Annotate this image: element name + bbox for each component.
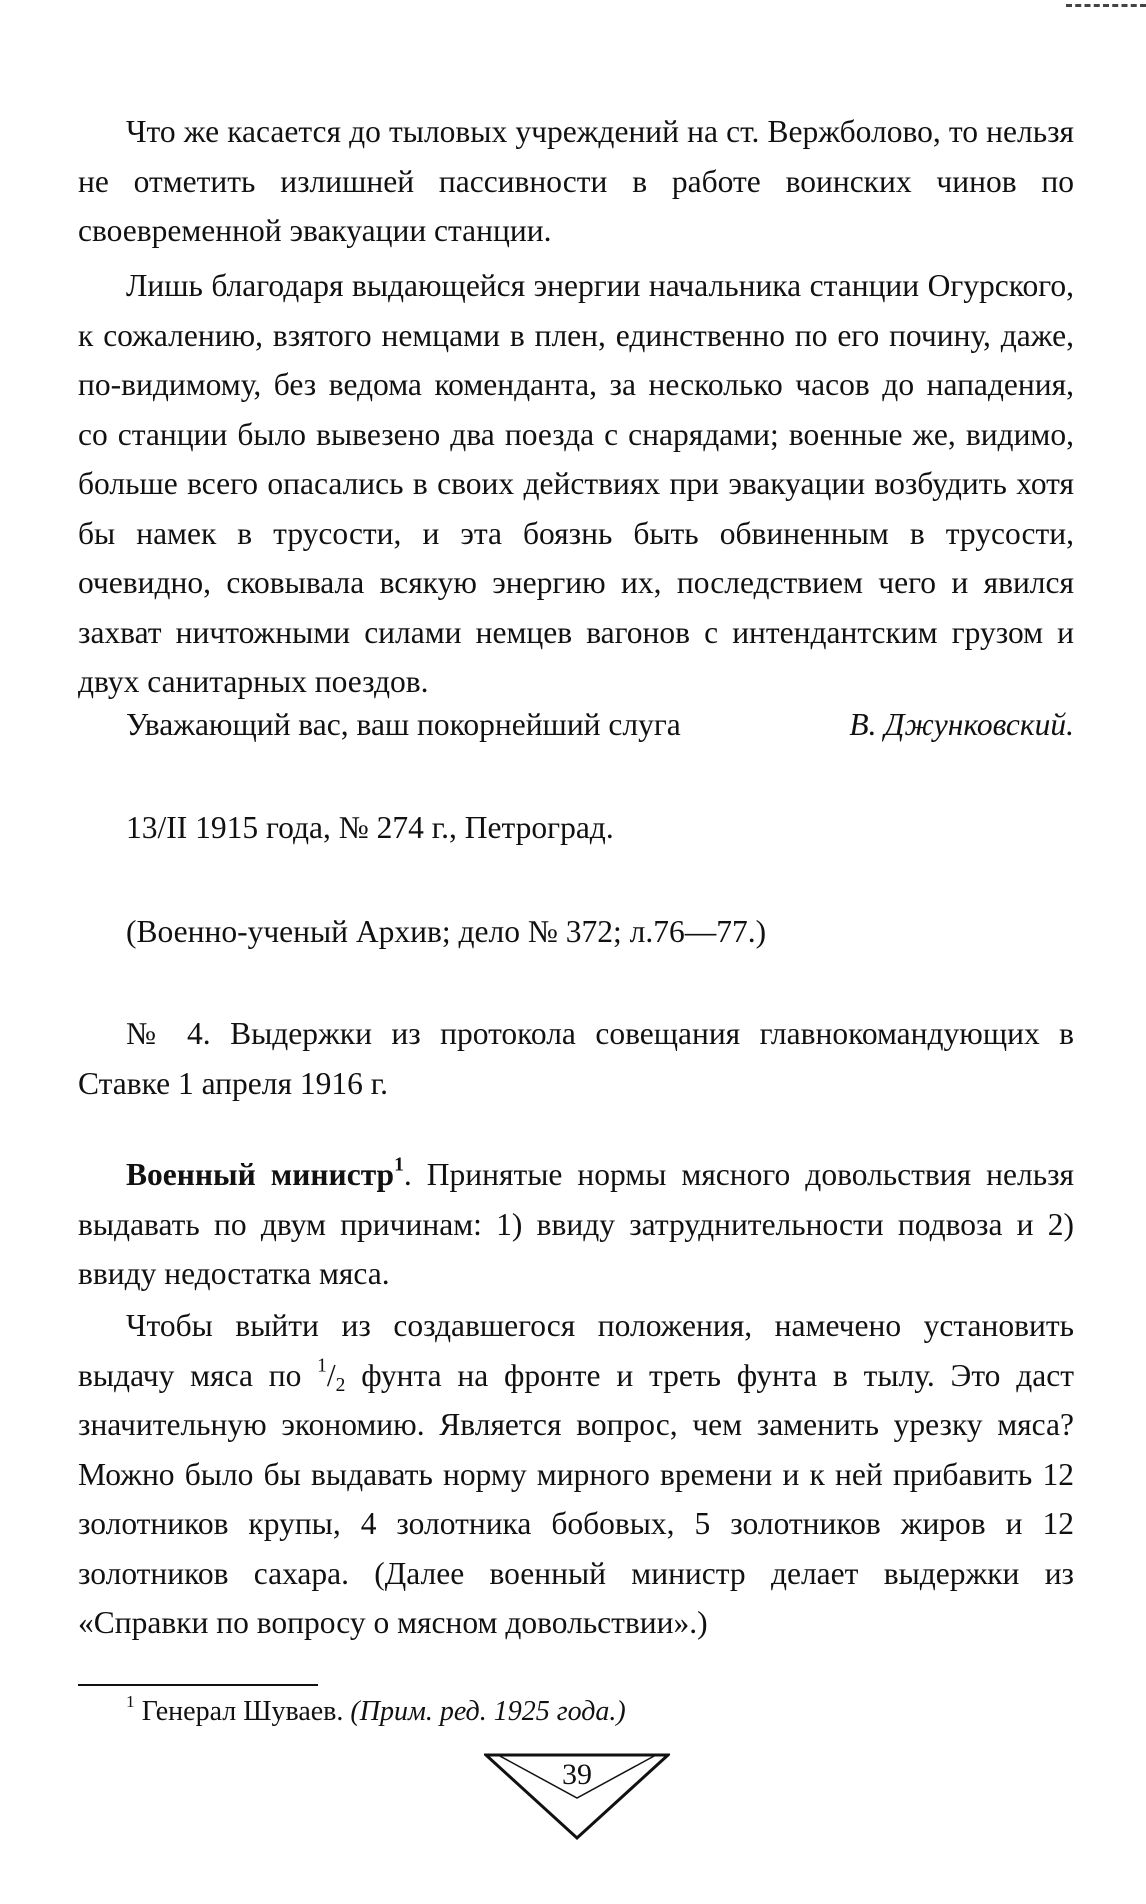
fraction-numerator: 1: [317, 1354, 327, 1376]
footnote-divider: [78, 1684, 318, 1686]
heading-line-2: Ставке 1 апреля 1916 г.: [78, 1065, 388, 1101]
paragraph-meat-ration: [78, 1301, 1074, 1648]
paragraph-text: [78, 1301, 1074, 1648]
footnote-editor-note: (Прим. ред. 1925 года.): [350, 1696, 626, 1727]
paragraph-evacuation: [78, 107, 1074, 256]
fraction-slash: /: [326, 1357, 336, 1393]
text-before-fraction: Чтобы выйти из создавшегося положения, намечено установить выдачу мяса по: [78, 1308, 1074, 1393]
speaker-name: Военный министр: [126, 1157, 395, 1192]
fraction-half: [317, 1354, 346, 1396]
paragraph-text: Лишь благодаря выдающейся энергии начальника станции Огурского, к сожалению, взятого немцами в плен, единственно по его почину, даже, по-видимому, без ведома коменданта, за несколько часов до нападения, со станции было вывезено два поезда с снарядами; военные же, видимо, больше всего опасались в своих действиях при эвакуации возбудить хотя бы намек в трусости, и эта боязнь быть обвиненным в трусости, очевидно, сковывала всякую энергию их, последствием чего и явился захват ничтожными силами немцев вагонов с интендантским грузом и двух санитарных поездов.: [78, 268, 1074, 699]
footnote: [126, 1692, 626, 1732]
letter-date: 13/II 1915 года, № 274 г., Петроград.: [126, 810, 614, 845]
paragraph-text: Что же касается до тыловых учреждений на ст. Вержболово, то нельзя не отметить излишней пассивности в работе воинских чинов по своевременной эвакуации станции.: [78, 114, 1074, 248]
footnote-reference: 1: [394, 1154, 404, 1176]
signature-closing: Уважающий вас, ваш покорнейший слуга: [126, 707, 681, 742]
footnote-text: Генерал Шуваев.: [134, 1696, 351, 1727]
speech-text: . Принятые нормы мясного довольствия нельзя выдавать по двум причинам: 1) ввиду затруднительности подвоза и 2) ввиду недостатка мяса.: [78, 1157, 1075, 1291]
signature-name: В. Джунковский.: [849, 707, 1074, 742]
heading-line-1: № 4. Выдержки из протокола совещания главнокомандующих в: [126, 1016, 1074, 1051]
text-after-fraction: фунта на фронте и треть фунта в тылу. Это даст значительную экономию. Является вопрос, чем заменить урезку мяса? Можно было бы выдавать норму мирного времени и к ней прибавить 12 золотников крупы, 4 золотника бобовых, 5 золотников жиров и 12 золотников сахара. (Далее военный министр делает выдержки из «Справки по вопросу о мясном довольствии».): [78, 1357, 1074, 1640]
footnote-marker: 1: [126, 1691, 135, 1711]
paragraph-ogursky: [78, 261, 1074, 707]
paragraph-text: [78, 1150, 1074, 1299]
scan-corner-mark: [1066, 4, 1146, 7]
page-number: 39: [562, 1758, 592, 1791]
archive-reference: (Военно-ученый Архив; дело № 372; л.76—77.): [126, 914, 767, 949]
document-4-heading: [78, 1009, 1074, 1108]
fraction-denominator: 2: [335, 1374, 346, 1396]
paragraph-minister-speech: [78, 1150, 1074, 1299]
letter-signature: [126, 700, 1074, 750]
